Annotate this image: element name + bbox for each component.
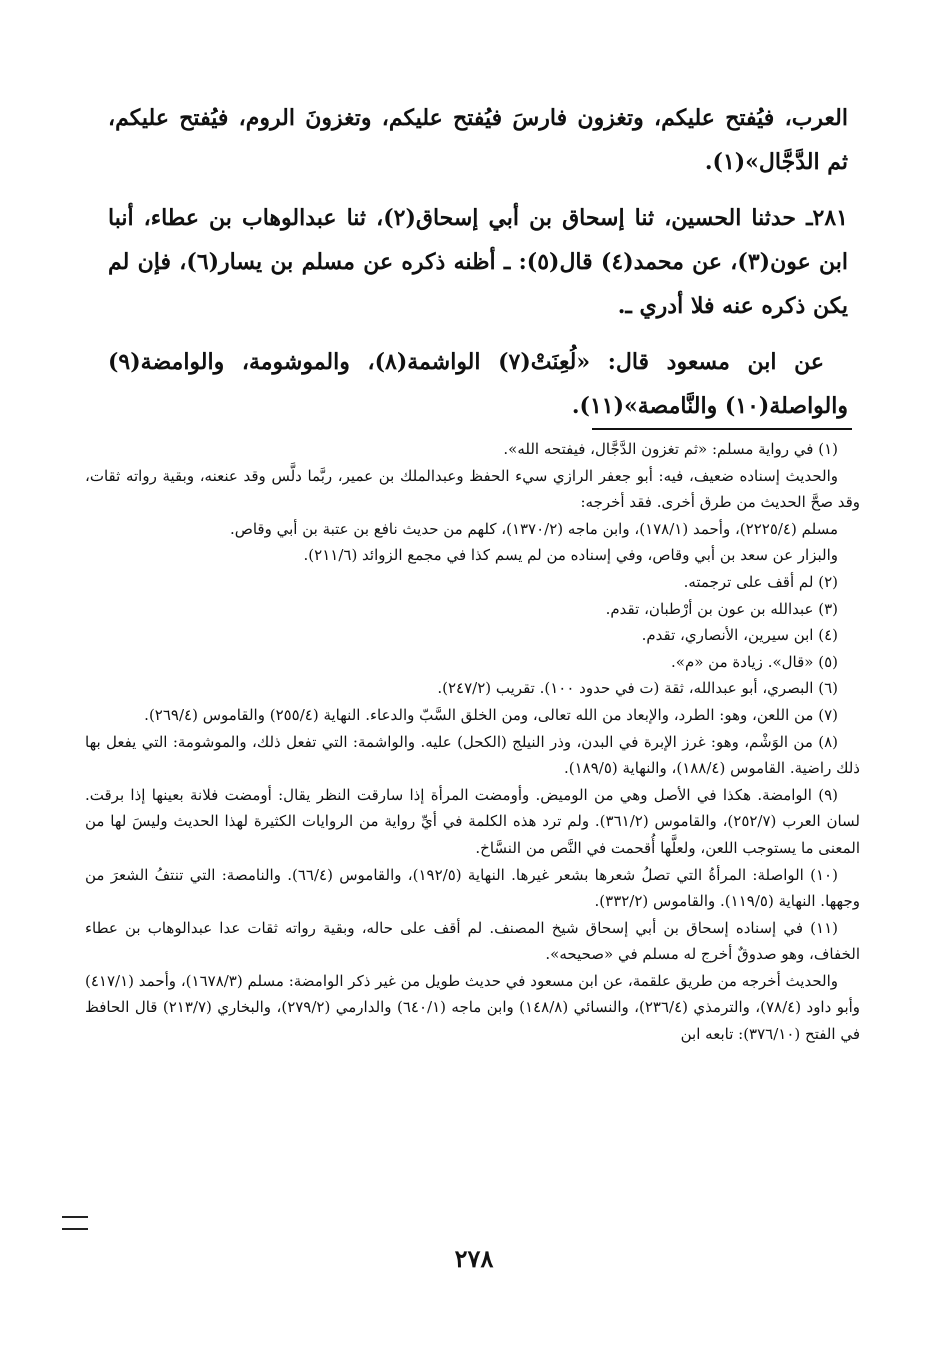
footnote-9: (٩) الوامضة. هكذا في الأصل وهي من الوميض. وأومضت المرأة إذا سارقت النظر يقال: أومضت فلانة بعينها إذا برقت. لسان العرب (٢٥٢/٧)، والقاموس (٣٦١/٢). ولم ترد هذه الكلمة في أيِّ رواية من الروايات الكثيرة لهذا الحديث وليسَ لها من المعنى ما يستوجب اللعن، ولعلَّها أُقحمت في النَّص من النسَّاخ. [85,785,860,857]
footnote-6: (٦) البصري، أبو عبدالله، ثقة (ت في حدود ١٠٠). تقريب (٢٤٧/٢). [437,679,838,698]
footnote-1-grading: والحديث إسناده ضعيف، فيه: أبو جعفر الرازي سيء الحفظ وعبدالملك بن عمير، ربَّما دلَّس وقد عنعنه، وبقية رواته ثقات، وقد صحَّ الحديث من طرق أخرى. فقد أخرجه: [85,466,860,512]
footnote-separator [592,428,852,430]
page-number: ٢٧٨ [454,1244,494,1273]
footnote-2: (٢) لم أقف على ترجمته. [683,572,838,591]
footnotes [85,436,860,1048]
footnote-7: (٧) من اللعن، وهو: الطرد، والإبعاد من الله تعالى، ومن الخلق السَّبّ والدعاء. النهاية (٢٥٥/٤) والقاموس (٢٦٩/٤). [144,705,838,724]
main-text [108,96,848,428]
footnote-11: (١١) في إسناده إسحاق بن أبي إسحاق شيخ المصنف. لم أقف على حاله، وبقية رواته ثقات عدا عبدالوهاب بن عطاء الخفاف، وهو صدوقٌ أخرج له مسلم في «صحيحه». [85,918,860,964]
footnote-8: (٨) من الوَشْم، وهو: غرز الإبرة في البدن، وذر النيلج (الكحل) عليه. والواشمة: التي تفعل ذلك، والموشومة: التي يفعل بها ذلك راضية. القاموس (١٨٨/٤)، والنهاية (١٨٩/٥). [85,732,860,778]
footnote-10: (١٠) الواصلة: المرأةُ التي تصلُ شعرها بشعر غيرها. النهاية (١٩٢/٥)، والقاموس (٦٦/٤). والنامصة: التي تنتفُ الشعرَ من وجهها. النهاية (١١٩/٥). والقاموس (٣٣٢/٢). [85,865,860,911]
footnote-1-bazzar: والبزار عن سعد بن أبي وقاص، وفي إسناده من لم يسم كذا في مجمع الزوائد (٢١١/٦). [303,546,838,565]
continuation-mark [62,1216,88,1230]
footnote-4: (٤) ابن سيرين، الأنصاري، تقدم. [641,626,838,645]
footnote-3: (٣) عبدالله بن عون بن أرْطبان، تقدم. [605,599,838,618]
footnote-1-sources: مسلم (٢٢٢٥/٤)، وأحمد (١٧٨/١)، وابن ماجه (١٣٧٠/٢)، كلهم من حديث نافع بن عتبة بن أبي وقاص. [229,519,838,538]
hadith-281-isnad: ٢٨١ـ حدثنا الحسين، ثنا إسحاق بن أبي إسحاق(٢)، ثنا عبدالوهاب بن عطاء، أنبا ابن عون(٣)، عن محمد(٤) قال(٥): ـ أظنه ذكره عن مسلم بن يسار(٦)، فإن لم يكن ذكره عنه فلا أدري ـ. [108,205,848,319]
hadith-281-matn: عن ابن مسعود قال: «لُعِنَتْ(٧) الواشمة(٨)، والموشومة، والوامضة(٩) والواصلة(١٠) والنَّامصة»(١١). [108,349,848,419]
footnote-5: (٥) «قال». زيادة من «م». [671,652,838,671]
footnote-11-takhrij: والحديث أخرجه من طريق علقمة، عن ابن مسعود في حديث طويل من غير ذكر الوامضة: مسلم (١٦٧٨/٣)، وأحمد (٤١٧/١) وأبو داود (٧٨/٤)، والترمذي (٢٣٦/٤)، والنسائي (١٤٨/٨) وابن ماجه (٦٤٠/١) والدارمي (٢٧٩/٢)، والبخاري (٢١٣/٧) قال الحافظ في الفتح (٣٧٦/١٠): تابعه ابن [85,971,861,1044]
footnote-1: (١) في رواية مسلم: «ثم تغزون الدَّجَّال، فيفتحه الله». [503,440,838,458]
main-paragraph-1: العرب، فيُفتح عليكم، وتغزون فارسَ فيُفتح عليكم، وتغزونَ الروم، فيُفتح عليكم، ثم الدَّجَّال»(١). [108,105,848,175]
